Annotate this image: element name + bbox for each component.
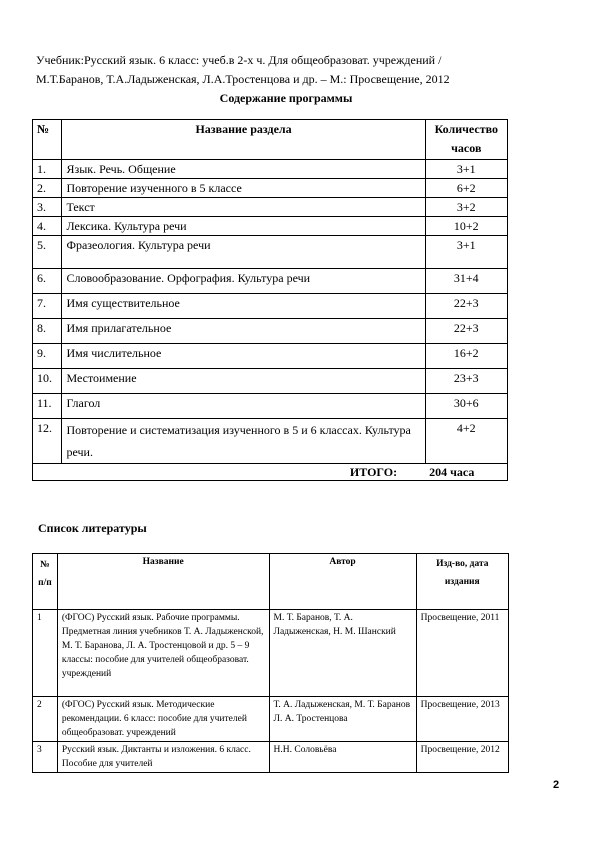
row-section: Местоимение <box>62 369 425 394</box>
lit-publisher: Просвещение, 2011 <box>416 610 508 697</box>
row-section: Глагол <box>62 394 425 419</box>
lit-author: Т. А. Ладыженская, М. Т. Баранов Л. А. Тростенцова <box>269 697 416 742</box>
row-hours: 6+2 <box>425 179 507 198</box>
row-section: Имя существительное <box>62 294 425 319</box>
table-row <box>33 369 508 394</box>
document-header <box>36 51 566 108</box>
literature-title: Список литературы <box>38 521 147 535</box>
col-header-publisher: Изд-во, дата издания <box>416 554 508 610</box>
row-hours: 16+2 <box>425 344 507 369</box>
row-num: 9. <box>33 344 62 369</box>
row-num: 6. <box>33 269 62 294</box>
row-hours: 4+2 <box>425 419 507 464</box>
total-row <box>33 464 508 481</box>
table-row <box>33 217 508 236</box>
row-hours: 31+4 <box>425 269 507 294</box>
lit-title: (ФГОС) Русский язык. Методические рекомендации. 6 класс: пособие для учителей общеобразоват. учреждений <box>57 697 269 742</box>
table-row <box>33 344 508 369</box>
row-section: Словообразование. Орфография. Культура речи <box>62 269 425 294</box>
row-hours: 22+3 <box>425 319 507 344</box>
row-section: Имя числительное <box>62 344 425 369</box>
row-num: 3. <box>33 198 62 217</box>
row-hours: 3+2 <box>425 198 507 217</box>
page-number: 2 <box>553 779 560 791</box>
lit-title: Русский язык. Диктанты и изложения. 6 класс. Пособие для учителей <box>57 742 269 773</box>
lit-title: (ФГОС) Русский язык. Рабочие программы. Предметная линия учебников Т. А. Ладыженской, М. Т. Баранова, Л. А. Тростенцовой и др. 5 – 9 классы: пособие для учителей общеобразоват. учреждений <box>57 610 269 697</box>
lit-num: 3 <box>33 742 58 773</box>
table-row <box>33 179 508 198</box>
row-num: 1. <box>33 160 62 179</box>
row-section: Текст <box>62 198 425 217</box>
row-hours: 22+3 <box>425 294 507 319</box>
row-section: Повторение изученного в 5 классе <box>62 179 425 198</box>
lit-publisher: Просвещение, 2013 <box>416 697 508 742</box>
table-row <box>33 610 509 697</box>
row-hours: 3+1 <box>425 236 507 269</box>
textbook-line-1: Учебник:Русский язык. 6 класс: учеб.в 2-х ч. Для общеобразоват. учреждений / <box>36 53 442 67</box>
lit-num: 2 <box>33 697 58 742</box>
col-header-title: Название <box>57 554 269 610</box>
row-num: 11. <box>33 394 62 419</box>
table-row <box>33 160 508 179</box>
col-header-num: № <box>33 120 62 160</box>
table-row <box>33 236 508 269</box>
row-hours: 10+2 <box>425 217 507 236</box>
col-header-hours: Количество часов <box>425 120 507 160</box>
table-row <box>33 419 508 464</box>
row-num: 10. <box>33 369 62 394</box>
textbook-line-2: М.Т.Баранов, Т.А.Ладыженская, Л.А.Тростенцова и др. – М.: Просвещение, 2012 <box>36 72 450 86</box>
table-row <box>33 697 509 742</box>
row-section: Имя прилагательное <box>62 319 425 344</box>
row-hours: 23+3 <box>425 369 507 394</box>
lit-author: Н.Н. Соловьёва <box>269 742 416 773</box>
total-value: 204 часа <box>425 464 507 481</box>
lit-num: 1 <box>33 610 58 697</box>
row-hours: 3+1 <box>425 160 507 179</box>
program-table-header <box>33 120 508 160</box>
row-num: 4. <box>33 217 62 236</box>
row-section: Фразеология. Культура речи <box>62 236 425 269</box>
row-num: 7. <box>33 294 62 319</box>
literature-table-header <box>33 554 509 610</box>
col-header-section-name: Название раздела <box>62 120 425 160</box>
col-header-num: № п/п <box>33 554 58 610</box>
total-label: ИТОГО: <box>33 464 426 481</box>
table-row <box>33 742 509 773</box>
lit-publisher: Просвещение, 2012 <box>416 742 508 773</box>
row-section: Повторение и систематизация изученного в 5 и 6 классах. Культура речи. <box>62 419 425 464</box>
row-num: 8. <box>33 319 62 344</box>
row-num: 5. <box>33 236 62 269</box>
row-section: Язык. Речь. Общение <box>62 160 425 179</box>
lit-author: М. Т. Баранов, Т. А. Ладыженская, Н. М. Шанский <box>269 610 416 697</box>
row-num: 12. <box>33 419 62 464</box>
program-table <box>32 119 508 481</box>
row-hours: 30+6 <box>425 394 507 419</box>
row-section: Лексика. Культура речи <box>62 217 425 236</box>
table-row <box>33 269 508 294</box>
table-row <box>33 394 508 419</box>
table-row <box>33 294 508 319</box>
program-content-title: Содержание программы <box>219 91 353 105</box>
literature-table <box>32 553 509 773</box>
row-num: 2. <box>33 179 62 198</box>
col-header-author: Автор <box>269 554 416 610</box>
table-row <box>33 319 508 344</box>
table-row <box>33 198 508 217</box>
